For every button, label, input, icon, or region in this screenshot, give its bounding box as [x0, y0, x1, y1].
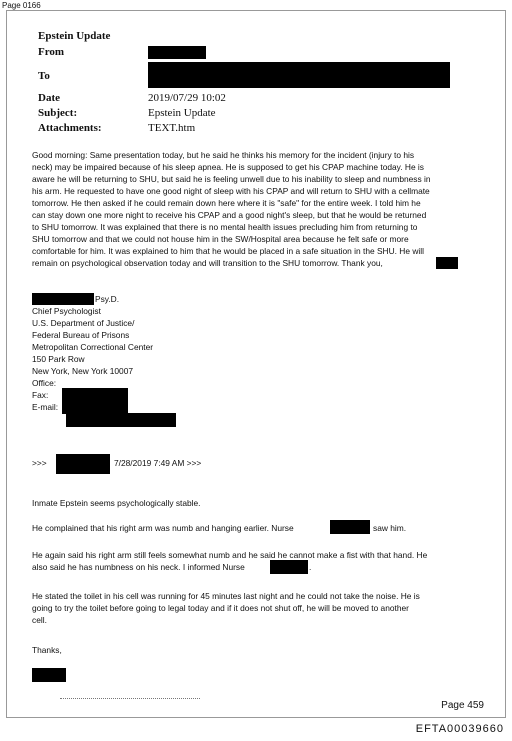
- from-label: From: [38, 46, 65, 58]
- body-line: comfortable for him. It was explained to him that he would be placed in a safe situation in the SHU. He will: [32, 246, 424, 256]
- signature-line: Chief Psychologist: [32, 306, 101, 316]
- subject-value: Epstein Update: [148, 107, 216, 119]
- body-line: SHU tomorrow and that we could not house him in the SW/Hospital area because he felt safe or more: [32, 234, 409, 244]
- body-paragraph: saw him.: [373, 523, 407, 533]
- body-paragraph: Inmate Epstein seems psychologically stable.: [32, 498, 201, 508]
- email-label: E-mail:: [32, 402, 59, 412]
- body-line: He again said his right arm still feels somewhat numb and he said he cannot make a fist with that hand. He: [32, 550, 428, 560]
- redaction-office: [62, 388, 128, 414]
- bates-number: EFTA00039660: [415, 723, 504, 735]
- redaction-to: [148, 62, 450, 88]
- signature-line: Federal Bureau of Prisons: [32, 330, 130, 340]
- subject-label: Subject:: [38, 107, 78, 119]
- body-line: going to try the toilet before going to legal today and if it does not shut off, he will be moved to another: [32, 603, 409, 613]
- redaction-email: [66, 413, 176, 427]
- redaction-sender-name: [436, 257, 458, 269]
- redaction-from: [148, 46, 206, 59]
- body-line: aware he will be returning to SHU, but said he is feeling unwell due to his inability to sleep and numbness in: [32, 174, 431, 184]
- redaction-nurse-2: [270, 560, 308, 574]
- date-label: Date: [38, 92, 60, 104]
- body-line: Good morning: Same presentation today, but he said he thinks his memory for the incident (injury to his: [32, 150, 415, 160]
- body-line: his arm. He requested to have one good night of sleep with his CPAP and will return to SHU with a cellmate: [32, 186, 430, 196]
- date-value: 2019/07/29 10:02: [148, 92, 226, 104]
- body-line: to SHU tomorrow. It was explained that there is no mental health issues precluding him from returning to: [32, 222, 418, 232]
- forward-prefix: >>>: [32, 458, 47, 468]
- page-number: Page 459: [441, 700, 484, 711]
- email-title: Epstein Update: [38, 30, 111, 42]
- redaction-nurse-1: [330, 520, 370, 534]
- office-label: Office:: [32, 378, 57, 388]
- signature-line: Metropolitan Correctional Center: [32, 342, 154, 352]
- redaction-forward-sender: [56, 454, 110, 474]
- signature-line: 150 Park Row: [32, 354, 85, 364]
- signature-suffix: Psy.D.: [95, 294, 120, 304]
- body-line: cell.: [32, 615, 47, 625]
- body-line: also said he has numbness on his neck. I informed Nurse: [32, 562, 245, 572]
- forward-timestamp: 7/28/2019 7:49 AM >>>: [114, 458, 202, 468]
- redaction-closing-name: [32, 668, 66, 682]
- body-line: can stay down one more night to receive his CPAP and a good night's sleep, but that he would be returned: [32, 210, 427, 220]
- closing: Thanks,: [32, 645, 62, 655]
- cutoff-text-line: [60, 698, 200, 701]
- body-line: .: [309, 562, 312, 572]
- body-line: remain on psychological observation today and will transition to the SHU tomorrow. Thank you,: [32, 258, 383, 268]
- signature-line: New York, New York 10007: [32, 366, 134, 376]
- body-line: tomorrow. He then asked if he could remain down here where it is "safe" for the entire week. I told him he: [32, 198, 421, 208]
- to-label: To: [38, 70, 50, 82]
- body-line: He stated the toilet in his cell was running for 45 minutes last night and he could not take the noise. He is: [32, 591, 420, 601]
- body-paragraph: He complained that his right arm was numb and hanging earlier. Nurse: [32, 523, 294, 533]
- attachments-value: TEXT.htm: [148, 122, 196, 134]
- fax-label: Fax:: [32, 390, 49, 400]
- redaction-signature-name: [32, 293, 94, 305]
- body-line: neck) may be impaired because of his sleep apnea. He is supposed to get his CPAP machine today. He is: [32, 162, 424, 172]
- signature-line: U.S. Department of Justice/: [32, 318, 135, 328]
- page-label: Page 0166: [2, 1, 41, 10]
- attachments-label: Attachments:: [38, 122, 102, 134]
